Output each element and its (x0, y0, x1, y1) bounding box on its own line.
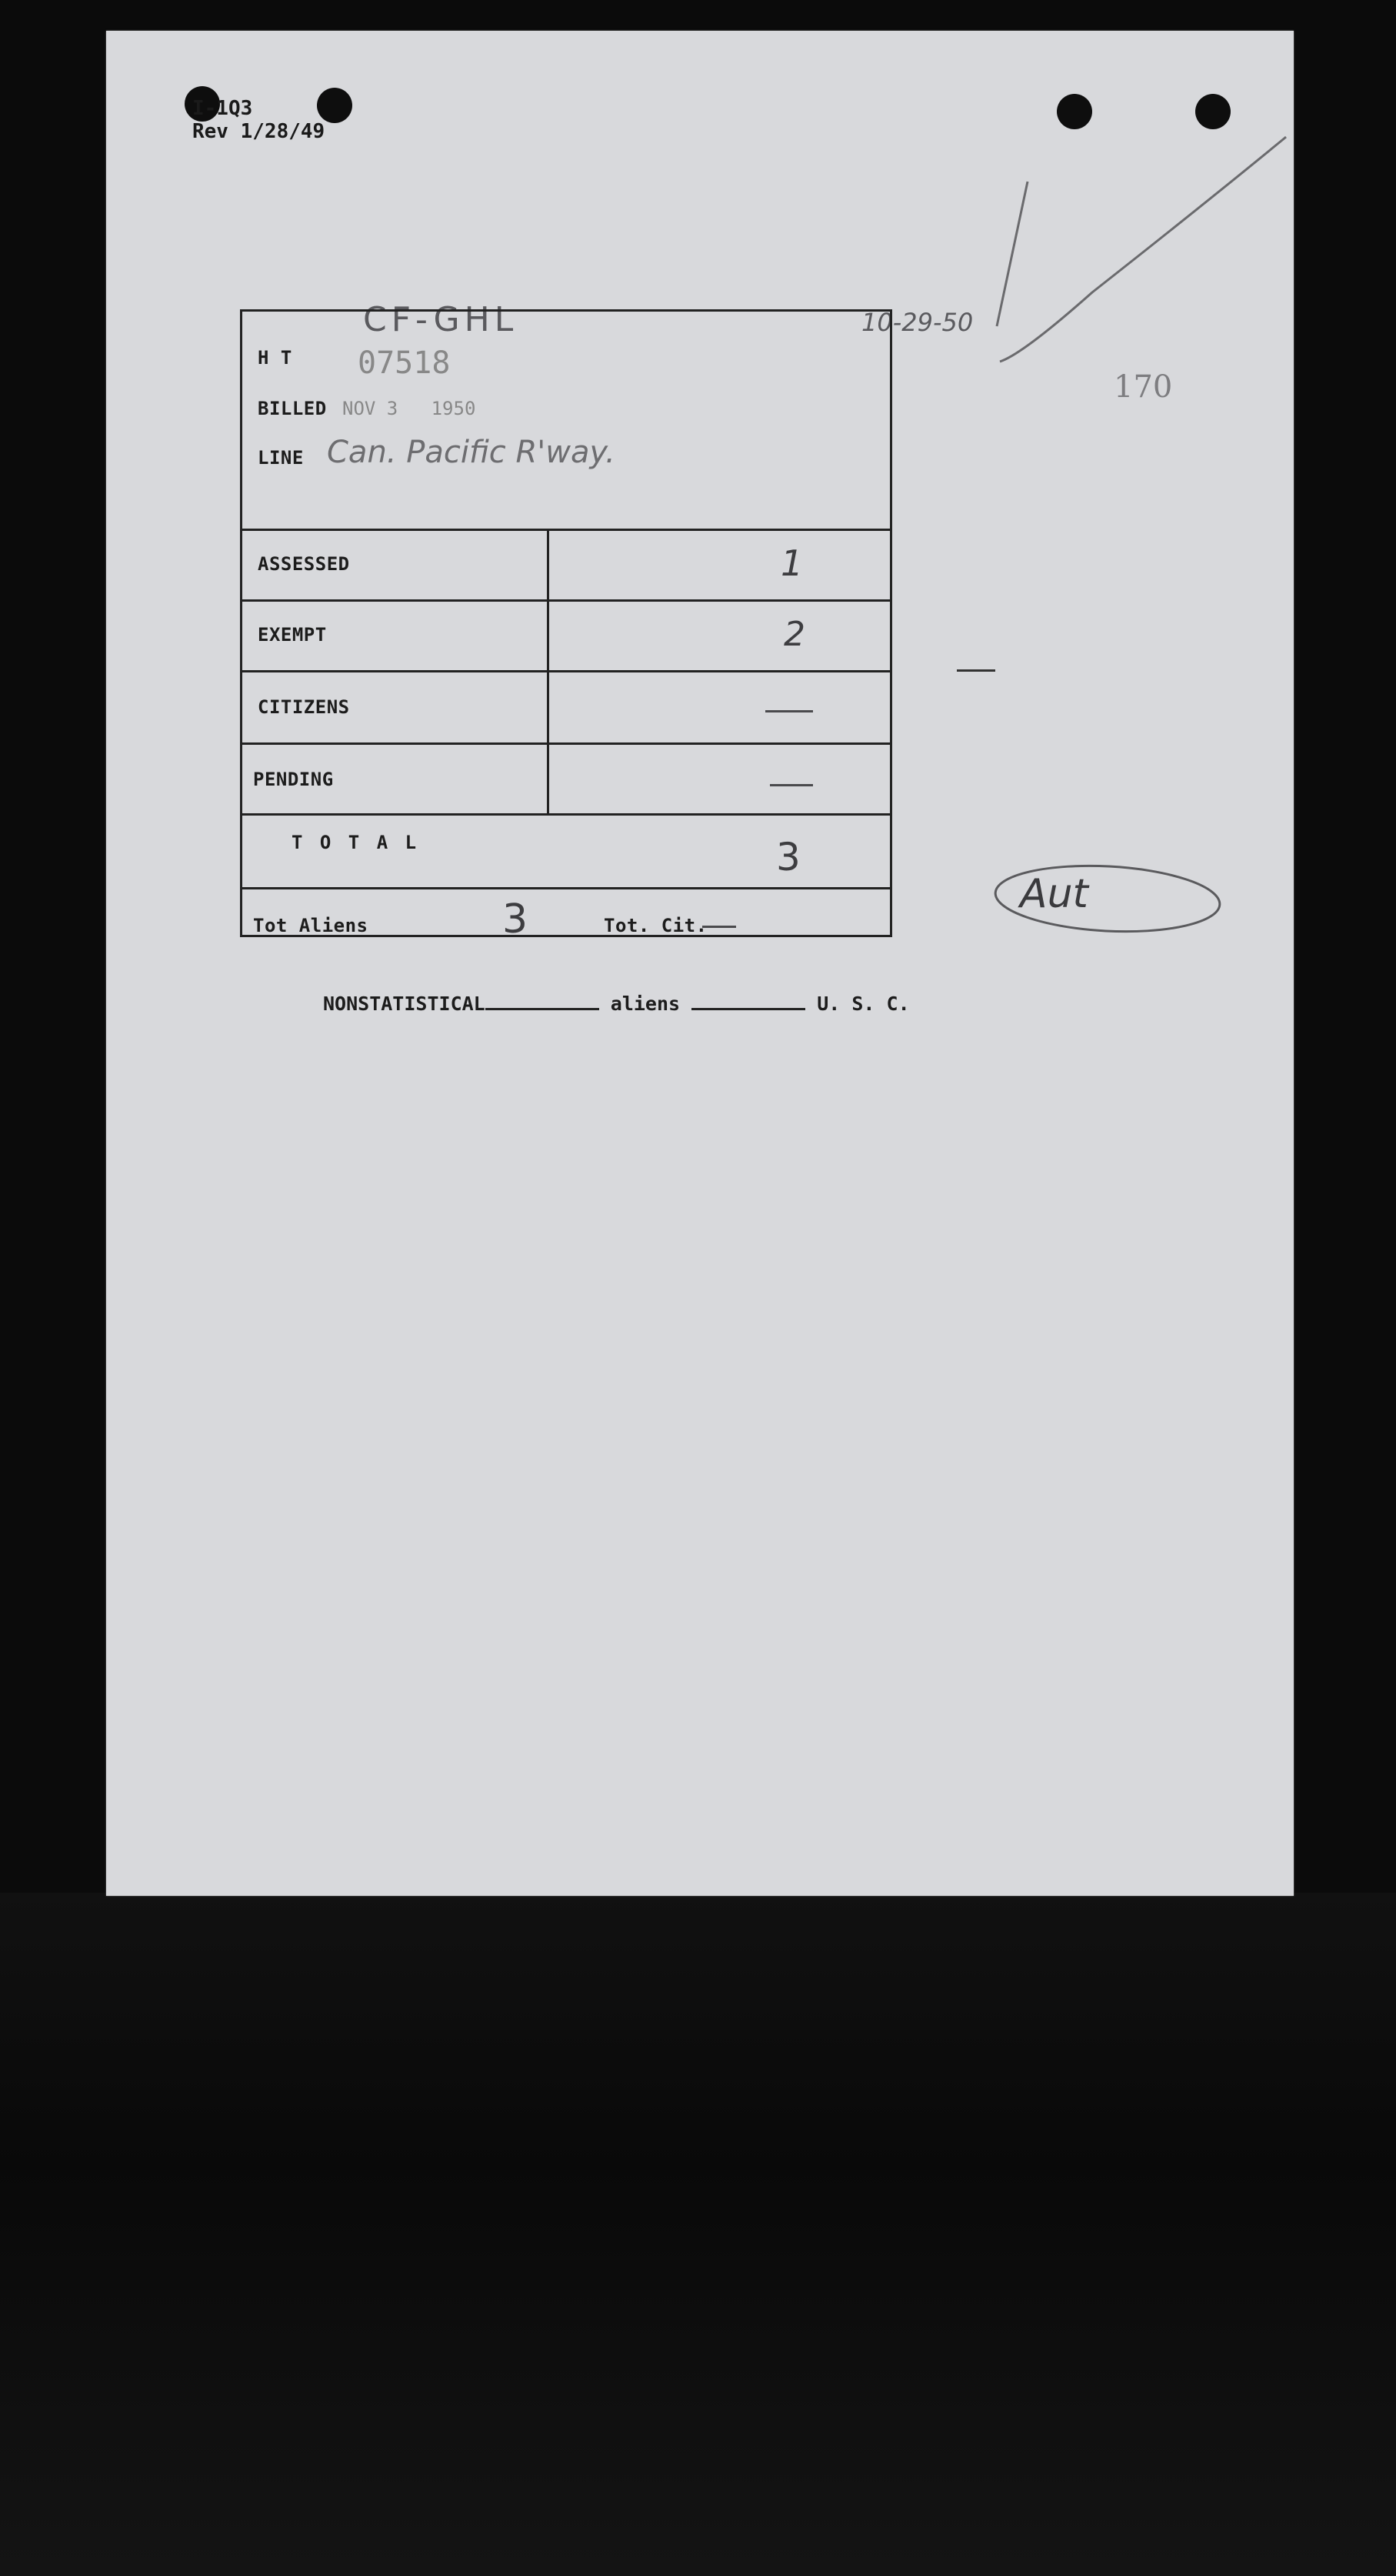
punch-hole-icon (1195, 94, 1231, 129)
form-code-block (192, 97, 325, 143)
form-code: I-1Q3 (192, 97, 253, 120)
nonstatistical-line (323, 993, 910, 1015)
scanner-background (0, 1893, 1396, 2576)
pending-dash (770, 784, 813, 786)
ht-label: H T (258, 347, 292, 369)
billed-date: NOV 3 1950 (342, 398, 476, 419)
line-label: LINE (258, 447, 304, 469)
total-value: 3 (776, 835, 801, 879)
divider (242, 813, 890, 816)
assessed-label: ASSESSED (258, 553, 350, 575)
divider (242, 529, 890, 531)
divider (242, 742, 890, 745)
initials-annotation: Aut (1020, 871, 1088, 917)
pending-label: PENDING (253, 769, 334, 790)
tot-cit-dash (702, 926, 736, 928)
divider (242, 887, 890, 889)
citizens-dash (765, 710, 813, 712)
form-revision: Rev 1/28/49 (192, 120, 325, 143)
aliens-blank (691, 994, 805, 1010)
divider (242, 670, 890, 672)
ht-number: 07518 (358, 345, 451, 381)
line-value: Can. Pacific R'way. (327, 435, 615, 470)
punch-hole-icon (1057, 94, 1092, 129)
citizens-label: CITIZENS (258, 696, 350, 718)
tally-form (240, 309, 892, 943)
aliens-label: aliens (610, 993, 681, 1015)
tot-cit-label: Tot. Cit. (604, 915, 708, 936)
tot-aliens-label: Tot Aliens (253, 915, 368, 936)
carrier-code-annotation: CF-GHL (363, 300, 518, 339)
column-divider (547, 529, 549, 813)
exempt-label: EXEMPT (258, 624, 327, 646)
exempt-value: 2 (784, 615, 805, 654)
assessed-value: 1 (781, 542, 804, 584)
tot-aliens-value: 3 (502, 896, 528, 943)
nonstatistical-blank (485, 994, 599, 1010)
usc-label: U. S. C. (817, 993, 910, 1015)
date-annotation: 10-29-50 (861, 308, 974, 337)
margin-mark (957, 669, 995, 672)
total-label: T O T A L (292, 832, 420, 853)
billed-label: BILLED (258, 398, 327, 419)
nonstatistical-label: NONSTATISTICAL (323, 993, 485, 1015)
page-number-stamp: 170 (1114, 369, 1173, 405)
divider (242, 599, 890, 602)
